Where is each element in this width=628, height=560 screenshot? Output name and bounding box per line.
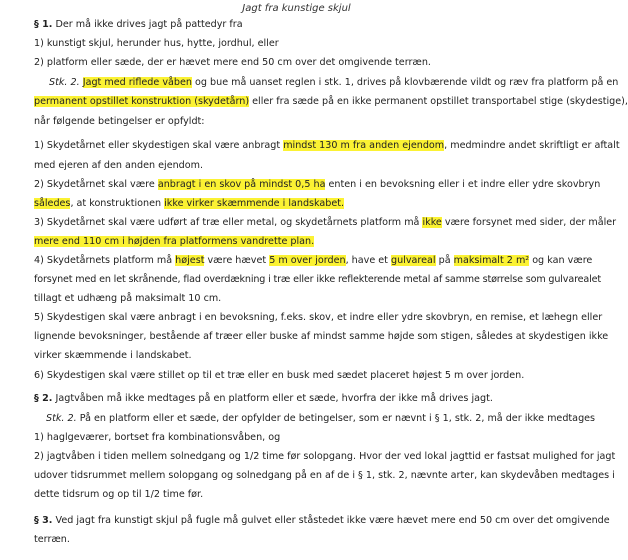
text-run: 4) Skydetårnets platform må (34, 255, 176, 266)
subsection-label: Stk. 2. (49, 77, 80, 88)
condition-item (34, 178, 601, 191)
text-run: terræn. (34, 534, 70, 545)
condition-item (34, 216, 617, 229)
text-run: udover tidsrummet mellem solopgang og solnedgang på en af de i § 1, stk. 2, nævnte arter, kan skydevåben medtages i (34, 470, 615, 481)
text-run: Jagtvåben må ikke medtages på en platform eller et sæde, hvorfra der ikke må drives jagt. (52, 393, 493, 404)
text-run: , have et (345, 255, 391, 266)
section-number: § 1. (34, 19, 53, 30)
paragraph-line (34, 235, 579, 248)
text-run: dette tidsrum og op til 1/2 time før. (34, 489, 204, 500)
paragraph-line (34, 330, 609, 343)
paragraph-line (49, 76, 619, 89)
section-2-heading (34, 392, 579, 405)
highlighted-text: Jagt med riflede våben (82, 77, 192, 88)
document-title: Jagt fra kunstige skjul (242, 3, 351, 14)
text-run: 2) platform eller sæde, der er hævet mere end 50 cm over det omgivende terræn. (34, 57, 431, 68)
highlighted-text: mindst 130 m fra anden ejendom (283, 140, 445, 151)
highlighted-text: mere end 110 cm i højden fra platformens vandrette plan. (34, 236, 315, 247)
text-run: 6) Skydestigen skal være stillet op til et træ eller en busk med sædet placeret højest 5 m over jorden. (34, 370, 525, 381)
text-run: , at konstruktionen (70, 198, 165, 209)
highlighted-text: anbragt i en skov på mindst 0,5 ha (157, 179, 326, 190)
text-run: 1) haglgeværer, bortset fra kombinationsvåben, og (34, 432, 281, 443)
text-run: med ejeren af den anden ejendom. (34, 160, 204, 171)
condition-item (34, 254, 593, 267)
highlighted-text: ikke virker skæmmende i landskabet. (164, 198, 345, 209)
text-run: være forsynet med sider, der måler (441, 217, 617, 228)
highlighted-text: højest (175, 255, 205, 266)
text-run: 1) kunstigt skjul, herunder hus, hytte, jordhul, eller (34, 38, 279, 49)
section-3-heading (34, 514, 610, 527)
text-run: , medmindre andet skriftligt er aftalt (444, 140, 620, 151)
text-run: 2) jagtvåben i tiden mellem solnedgang og 1/2 time før solopgang. Hvor der ved lokal jagttid er fastsat mulighed for jagt (34, 451, 616, 462)
section-1-heading (34, 18, 579, 31)
text-run: tillagt et udhæng på maksimalt 10 cm. (34, 293, 222, 304)
text-run: 5) Skydestigen skal være anbragt i en bevoksning, f.eks. skov, et indre eller ydre skovbryn, en remise, et læhegn eller (34, 312, 603, 323)
text-run: på (435, 255, 454, 266)
text-run: 3) Skydetårnet skal være udført af træ eller metal, og skydetårnets platform må (34, 217, 423, 228)
text-run: enten i en bevoksning eller i et indre eller ydre skovbryn (325, 179, 601, 190)
condition-item (34, 139, 620, 152)
text-run: 2) Skydetårnet skal være (34, 179, 158, 190)
paragraph-line (34, 431, 579, 444)
text-run: eller fra sæde på en ikke permanent opstillet transportabel stige (skydestige), (249, 96, 628, 107)
paragraph-line (34, 450, 616, 463)
paragraph-line (34, 469, 615, 482)
section-number: § 3. (34, 515, 53, 526)
text-run: og bue må uanset reglen i stk. 1, drives på klovbærende vildt og ræv fra platform på en (191, 77, 619, 88)
text-run: Ved jagt fra kunstigt skjul på fugle må gulvet eller ståstedet ikke være hævet mere end 50 cm over det omgivende (52, 515, 610, 526)
text-run: forsynet med en let skrånende, flad overdækning i træ eller ikke reflekterende metal af samme størrelse som gulvarealet (34, 274, 602, 285)
text-run: lignende bevoksninger, bestående af træer eller buske af mindst samme højde som stigen, således at skydestigen ikke (34, 331, 609, 342)
paragraph-line (34, 273, 602, 286)
paragraph-line (34, 533, 579, 546)
paragraph-line (34, 56, 579, 69)
text-run: virker skæmmende i landskabet. (34, 350, 192, 361)
paragraph-line (34, 115, 579, 128)
text-run: Der må ikke drives jagt på pattedyr fra (52, 19, 243, 30)
paragraph-line (34, 159, 579, 172)
text-run: 1) Skydetårnet eller skydestigen skal være anbragt (34, 140, 284, 151)
highlighted-text: 5 m over jorden (269, 255, 346, 266)
highlighted-text: permanent opstillet konstruktion (skydetårn) (34, 96, 250, 107)
text-run: når følgende betingelser er opfyldt: (34, 116, 205, 127)
paragraph-line (34, 349, 579, 362)
highlighted-text: ikke (422, 217, 442, 228)
condition-item (34, 311, 603, 324)
section-number: § 2. (34, 393, 53, 404)
paragraph-line (34, 488, 579, 501)
highlighted-text: maksimalt 2 m² (453, 255, 530, 266)
paragraph-line (34, 197, 579, 210)
highlighted-text: gulvareal (390, 255, 436, 266)
text-run: På en platform eller et sæde, der opfylder de betingelser, som er nævnt i § 1, stk. 2, må der ikke medtages (76, 413, 596, 424)
condition-item (34, 369, 579, 382)
paragraph-line (46, 412, 596, 425)
paragraph-line (34, 95, 628, 108)
highlighted-text: således (34, 198, 71, 209)
text-run: og kan være (529, 255, 593, 266)
subsection-label: Stk. 2. (46, 413, 77, 424)
text-run: være hævet (204, 255, 270, 266)
paragraph-line (34, 37, 579, 50)
paragraph-line (34, 292, 579, 305)
